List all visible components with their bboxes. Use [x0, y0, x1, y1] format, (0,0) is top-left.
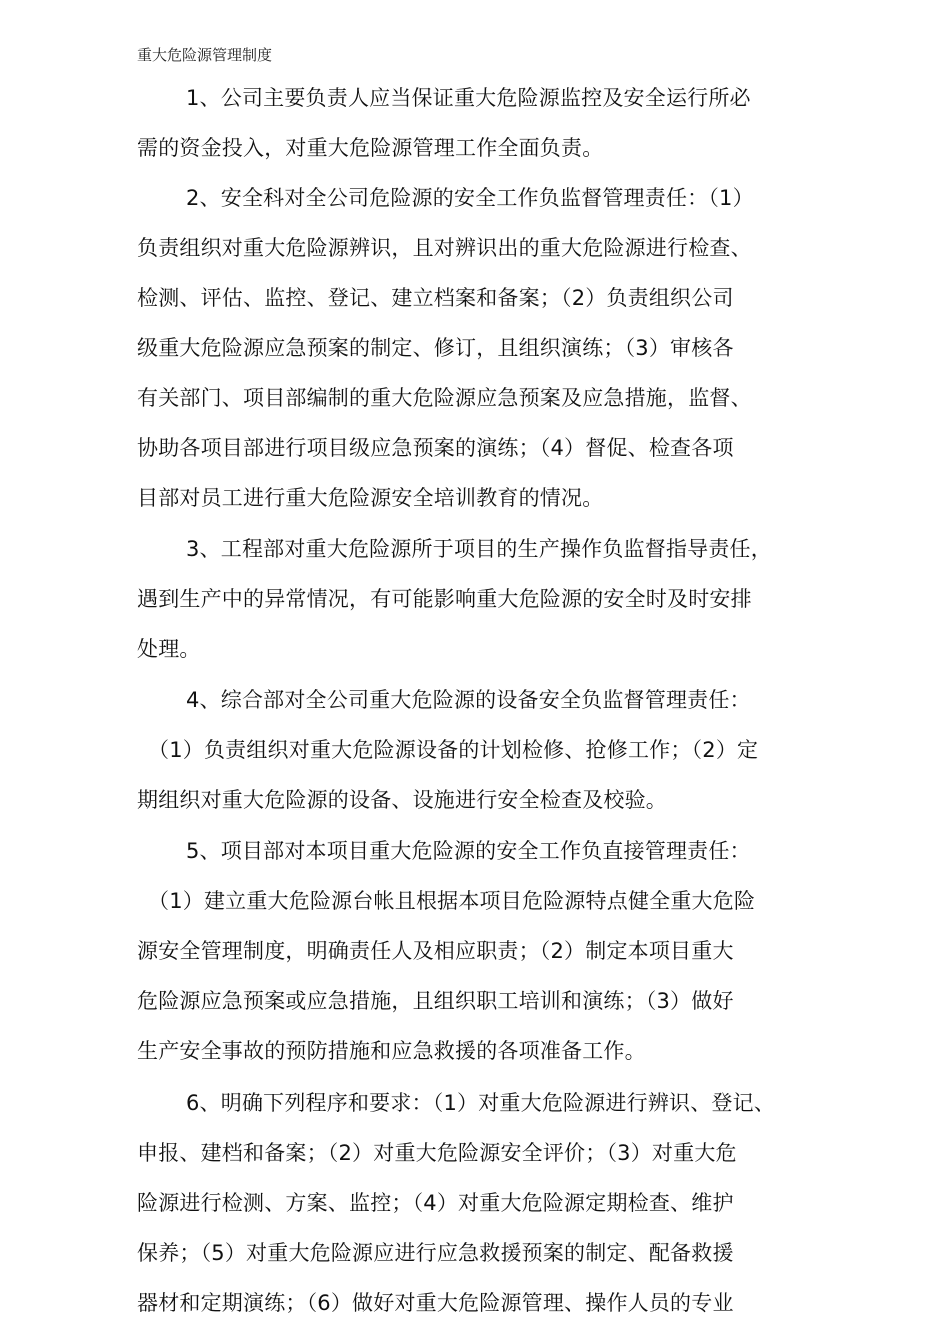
text-line: 申报、建档和备案；（2）对重大危险源安全评价；（3）对重大危 — [137, 1141, 737, 1165]
text-line: 危险源应急预案或应急措施，且组织职工培训和演练；（3）做好 — [137, 989, 734, 1013]
text-line: 器材和定期演练；（6）做好对重大危险源管理、操作人员的专业 — [137, 1291, 734, 1315]
text-line: （1）负责组织对重大危险源设备的计划检修、抢修工作；（2）定 — [148, 738, 759, 762]
text-line: 处理。 — [137, 637, 201, 661]
text-line: 2、安全科对全公司危险源的安全工作负监督管理责任：（1） — [186, 186, 754, 210]
text-line: 3、工程部对重大危险源所于项目的生产操作负监督指导责任， — [186, 537, 772, 561]
text-line: 期组织对重大危险源的设备、设施进行安全检查及校验。 — [137, 788, 667, 812]
text-line: 保养；（5）对重大危险源应进行应急救援预案的制定、配备救援 — [137, 1241, 734, 1265]
text-line: 协助各项目部进行项目级应急预案的演练；（4）督促、检查各项 — [137, 436, 734, 460]
text-line: 需的资金投入，对重大危险源管理工作全面负责。 — [137, 136, 604, 160]
text-line: 5、项目部对本项目重大危险源的安全工作负直接管理责任： — [186, 839, 751, 863]
text-line: 目部对员工进行重大危险源安全培训教育的情况。 — [137, 486, 604, 510]
text-line: 负责组织对重大危险源辨识，且对辨识出的重大危险源进行检查、 — [137, 236, 752, 260]
text-line: 有关部门、项目部编制的重大危险源应急预案及应急措施，监督、 — [137, 386, 752, 410]
text-line: 险源进行检测、方案、监控；（4）对重大危险源定期检查、维护 — [137, 1191, 734, 1215]
text-line: 4、综合部对全公司重大危险源的设备安全负监督管理责任： — [186, 688, 751, 712]
text-line: 检测、评估、监控、登记、建立档案和备案；（2）负责组织公司 — [137, 286, 734, 310]
text-line: 级重大危险源应急预案的制定、修订，且组织演练；（3）审核各 — [137, 336, 734, 360]
text-line: （1）建立重大危险源台帐且根据本项目危险源特点健全重大危险 — [148, 889, 756, 913]
text-line: 6、明确下列程序和要求：（1）对重大危险源进行辨识、登记、 — [186, 1091, 776, 1115]
text-line: 1、公司主要负责人应当保证重大危险源监控及安全运行所必 — [186, 86, 751, 110]
document-title: 重大危险源管理制度 — [137, 46, 273, 64]
text-line: 源安全管理制度，明确责任人及相应职责；（2）制定本项目重大 — [137, 939, 734, 963]
text-line: 生产安全事故的预防措施和应急救援的各项准备工作。 — [137, 1039, 646, 1063]
text-line: 遇到生产中的异常情况，有可能影响重大危险源的安全时及时安排 — [137, 587, 752, 611]
